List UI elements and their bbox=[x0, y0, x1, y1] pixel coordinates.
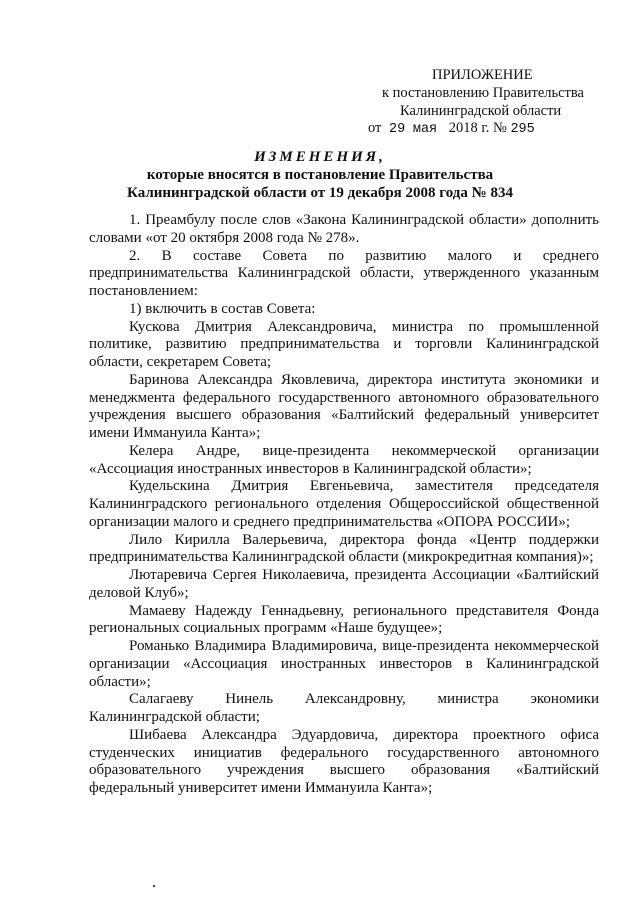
paragraph-keler: Келера Андре, вице-президента некоммерческой организации «Ассоциация иностранных инвесторов в Калининградской области»; bbox=[89, 442, 599, 477]
paragraph-shibaev: Шибаева Александра Эдуардовича, директора проектного офиса студенческих инициатив федерального государственного автономного образовательного учреждения высшего образования «Балтийский федеральный университет имени Иммануила Канта»; bbox=[89, 726, 599, 796]
resolution-number: 295 bbox=[510, 122, 535, 137]
paragraph-lyutarevich: Лютаревича Сергея Николаевича, президента Ассоциации «Балтийский деловой Клуб»; bbox=[89, 567, 599, 601]
paragraph-lilo: Лило Кирилла Валерьевича, директора фонда «Центр поддержки предпринимательства Калининградской области (микрокредитная компания)»; bbox=[89, 531, 599, 566]
paragraph-1: 1. Преамбулу после слов «Закона Калининградской области» дополнить словами «от 20 октября 2008 года № 278». bbox=[89, 212, 599, 246]
date-day: 29 bbox=[389, 122, 406, 137]
appendix-line-2: Калининградской области bbox=[400, 103, 562, 119]
paragraph-kuskov: Кускова Дмитрия Александровича, министра по промышленной политике, развитию предпринимательства и торговли Калининградской области, секретарем Совета; bbox=[89, 318, 599, 370]
paragraph-3: 1) включить в состав Совета: bbox=[129, 300, 316, 317]
appendix-label: ПРИЛОЖЕНИЕ bbox=[432, 67, 533, 83]
date-year: 2018 г. bbox=[448, 120, 490, 136]
date-month: мая bbox=[412, 122, 438, 137]
paragraph-2: 2. В составе Совета по развитию малого и среднего предпринимательства Калининградской области, утвержденного указанным постановлением: bbox=[89, 247, 599, 299]
paragraph-mamaeva: Мамаеву Надежду Геннадьевну, регионального представителя Фонда региональных социальных программ «Наше будущее»; bbox=[89, 602, 599, 637]
resolution-date-number bbox=[368, 119, 535, 139]
title-line-2: Калининградской области от 19 декабря 2008 года № 834 bbox=[127, 185, 513, 201]
paragraph-salagaeva: Салагаеву Нинель Александровну, министра экономики Калининградской области; bbox=[89, 691, 599, 725]
date-prefix: от bbox=[368, 120, 382, 136]
appendix-line-1: к постановлению Правительства bbox=[382, 85, 584, 101]
paragraph-kudelskin: Кудельскина Дмитрия Евгеньевича, заместителя председателя Калининградского регионального отделения Общероссийской общественной организации малого и среднего предпринимательства «ОПОРА РОССИИ»; bbox=[89, 478, 599, 530]
scan-speck bbox=[153, 885, 155, 887]
paragraph-romanko: Романько Владимира Владимировича, вице-президента некоммерческой организации «Ассоциация иностранных инвесторов в Калининградской области»; bbox=[89, 638, 599, 690]
number-sign: № bbox=[492, 120, 507, 136]
document-body bbox=[89, 212, 599, 798]
document-title: ИЗМЕНЕНИЯ, bbox=[254, 149, 386, 165]
title-line-1: которые вносятся в постановление Правительства bbox=[146, 167, 494, 183]
paragraph-barinov: Баринова Александра Яковлевича, директора института экономики и менеджмента федерального государственного автономного образовательного учреждения высшего образования «Балтийский федеральный университет имени Иммануила Канта»; bbox=[89, 371, 599, 441]
